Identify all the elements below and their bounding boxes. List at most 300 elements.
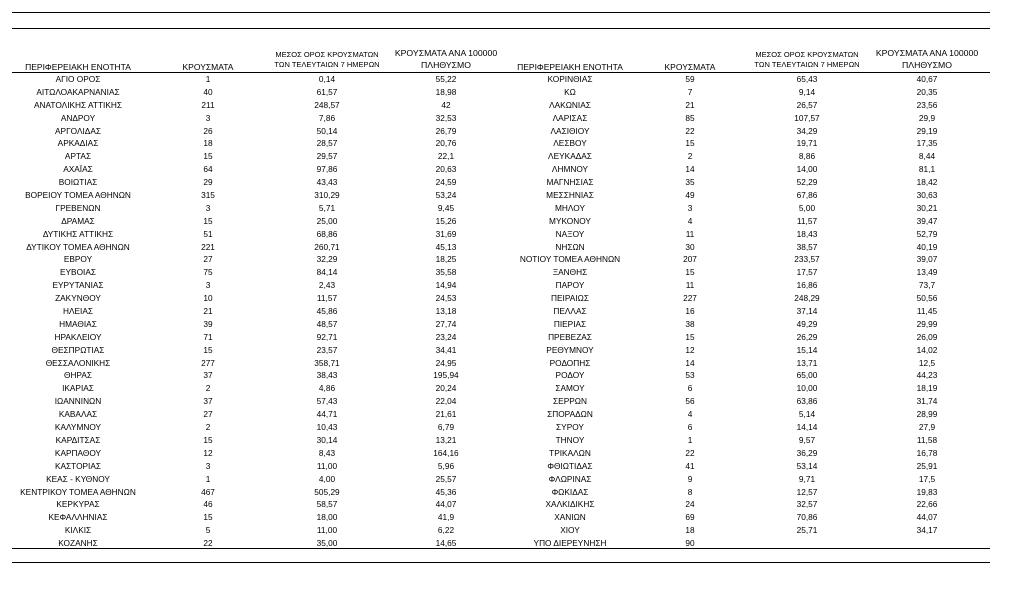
region-cell: ΑΝΑΤΟΛΙΚΗΣ ΑΤΤΙΚΗΣ (33, 99, 123, 110)
avg-cell: 25,00 (316, 215, 338, 226)
cases-cell: 1 (205, 74, 211, 84)
table-row (0, 253, 505, 266)
region-cell: ΚΑΒΑΛΑΣ (58, 409, 98, 420)
table-row (505, 253, 1000, 266)
table-row (0, 163, 505, 176)
avg-cell: 233,57 (794, 254, 820, 265)
region-cell: ΛΕΣΒΟΥ (553, 138, 587, 149)
table-row (0, 125, 505, 138)
table-row (505, 215, 1000, 228)
cases-cell: 26 (203, 125, 213, 136)
region-cell: ΝΗΣΩΝ (555, 241, 585, 252)
per100k-cell: 31,74 (916, 396, 938, 407)
cases-cell: 15 (203, 434, 213, 445)
cases-cell: 3 (205, 280, 211, 291)
cases-cell: 40 (203, 86, 213, 97)
header-per100k-line2: ΠΛΗΘΥΣΜΟ (421, 60, 471, 70)
per100k-cell: 17,5 (918, 473, 936, 484)
avg-cell: 19,71 (796, 138, 818, 149)
footer-rule (12, 562, 990, 563)
region-cell: ΜΕΣΣΗΝΙΑΣ (546, 190, 594, 201)
avg-cell: 43,43 (316, 177, 338, 188)
cases-cell: 15 (203, 344, 213, 355)
region-cell: ΛΗΜΝΟΥ (551, 164, 589, 175)
cases-cell: 16 (685, 306, 695, 317)
cases-cell: 11 (685, 228, 695, 239)
table-row (505, 137, 1000, 150)
region-cell: ΗΜΑΘΙΑΣ (59, 318, 97, 329)
region-cell: ΑΡΤΑΣ (64, 151, 92, 162)
per100k-cell: 40,19 (916, 241, 938, 252)
avg-cell: 29,57 (316, 151, 338, 162)
table-row (0, 279, 505, 292)
per100k-cell: 55,22 (435, 74, 457, 84)
cases-cell: 53 (685, 370, 695, 381)
avg-cell: 9,57 (798, 434, 816, 445)
table-row (0, 369, 505, 382)
cases-cell: 22 (203, 538, 213, 549)
table-row (505, 73, 1000, 86)
cases-cell: 277 (201, 357, 215, 368)
table-row (505, 408, 1000, 421)
region-cell: ΣΥΡΟΥ (556, 422, 584, 433)
cases-cell: 4 (687, 409, 693, 420)
per100k-cell: 13,18 (435, 306, 457, 317)
per100k-cell: 20,63 (435, 164, 457, 175)
region-cell: ΜΑΓΝΗΣΙΑΣ (546, 177, 594, 188)
avg-cell: 34,29 (796, 125, 818, 136)
cases-cell: 21 (685, 99, 695, 110)
avg-cell: 70,86 (796, 512, 818, 523)
header-per100k-line1: ΚΡΟΥΣΜΑΤΑ ΑΝΑ 100000 (394, 48, 498, 58)
cases-cell: 75 (203, 267, 213, 278)
per100k-cell: 20,24 (435, 383, 457, 394)
table-row (0, 228, 505, 241)
region-cell: ΚΑΛΥΜΝΟΥ (54, 422, 102, 433)
per100k-cell: 23,56 (916, 99, 938, 110)
region-cell: ΚΕΡΚΥΡΑΣ (56, 499, 100, 510)
table-row (0, 305, 505, 318)
per100k-cell: 6,79 (437, 422, 455, 433)
avg-cell: 10,00 (796, 383, 818, 394)
region-cell: ΗΡΑΚΛΕΙΟΥ (54, 331, 102, 342)
table-row (0, 524, 505, 537)
table-row (505, 447, 1000, 460)
table-row (505, 395, 1000, 408)
cases-cell: 5 (205, 525, 211, 536)
cases-cell: 315 (201, 190, 215, 201)
region-cell: ΝΟΤΙΟΥ ΤΟΜΕΑ ΑΘΗΝΩΝ (519, 254, 621, 265)
region-cell: ΓΡΕΒΕΝΩΝ (55, 202, 101, 213)
cases-cell: 467 (201, 486, 215, 497)
header-rule (12, 28, 990, 29)
table-row (0, 511, 505, 524)
table-row (0, 382, 505, 395)
avg-cell: 310,29 (314, 190, 340, 201)
table-row (505, 99, 1000, 112)
region-cell: ΚΑΡΠΑΘΟΥ (54, 447, 102, 458)
left-table (0, 73, 505, 550)
avg-cell: 8,86 (798, 151, 816, 162)
avg-cell: 38,57 (796, 241, 818, 252)
region-cell: ΒΟΡΕΙΟΥ ΤΟΜΕΑ ΑΘΗΝΩΝ (25, 190, 131, 201)
table-row (505, 292, 1000, 305)
cases-cell: 3 (205, 460, 211, 471)
header-avg-line2: ΤΩΝ ΤΕΛΕΥΤΑΙΩΝ 7 ΗΜΕΡΩΝ (274, 60, 380, 69)
per100k-cell: 24,95 (435, 357, 457, 368)
per100k-cell: 12,5 (918, 357, 936, 368)
per100k-cell: 52,79 (916, 228, 938, 239)
table-row (505, 498, 1000, 511)
per100k-cell: 26,09 (916, 331, 938, 342)
per100k-cell: 18,25 (435, 254, 457, 265)
avg-cell: 107,57 (794, 112, 820, 123)
header-cases-left: ΚΡΟΥΣΜΑΤΑ (182, 62, 234, 72)
header-region-left: ΠΕΡΙΦΕΡΕΙΑΚΗ ΕΝΟΤΗΤΑ (25, 62, 131, 72)
cases-cell: 15 (685, 267, 695, 278)
region-cell: ΚΟΡΙΝΘΙΑΣ (547, 74, 593, 84)
table-row (0, 202, 505, 215)
avg-cell: 12,57 (796, 486, 818, 497)
table-row (0, 331, 505, 344)
region-cell: ΝΑΞΟΥ (555, 228, 585, 239)
per100k-cell: 11,58 (916, 434, 938, 445)
per100k-cell: 26,79 (435, 125, 457, 136)
region-cell: ΘΕΣΠΡΩΤΙΑΣ (51, 344, 105, 355)
header-avg-line1: ΜΕΣΟΣ ΟΡΟΣ ΚΡΟΥΣΜΑΤΩΝ (755, 50, 859, 59)
table-row (0, 86, 505, 99)
table-row (0, 176, 505, 189)
cases-cell: 41 (685, 460, 695, 471)
cases-cell: 38 (685, 318, 695, 329)
cases-cell: 2 (687, 151, 693, 162)
cases-cell: 90 (685, 538, 695, 549)
cases-cell: 9 (687, 473, 693, 484)
avg-cell: 25,71 (796, 525, 818, 536)
table-row (505, 202, 1000, 215)
cases-cell: 15 (203, 512, 213, 523)
per100k-cell: 44,07 (435, 499, 457, 510)
per100k-cell: 32,53 (435, 112, 457, 123)
avg-cell: 45,86 (316, 306, 338, 317)
table-row (0, 318, 505, 331)
table-row (505, 331, 1000, 344)
per100k-cell: 18,19 (916, 383, 938, 394)
cases-cell: 3 (687, 202, 693, 213)
region-cell: ΚΟΖΑΝΗΣ (58, 538, 98, 549)
table-row (0, 150, 505, 163)
avg-cell: 14,14 (796, 422, 818, 433)
top-rule (12, 12, 990, 13)
table-row (505, 434, 1000, 447)
avg-cell: 4,86 (318, 383, 336, 394)
table-row (505, 486, 1000, 499)
avg-cell: 18,00 (316, 512, 338, 523)
cases-cell: 15 (685, 138, 695, 149)
table-row (505, 369, 1000, 382)
per100k-cell: 30,63 (916, 190, 938, 201)
per100k-cell: 20,76 (435, 138, 457, 149)
table-row (505, 86, 1000, 99)
per100k-cell: 45,36 (435, 486, 457, 497)
per100k-cell: 42 (441, 99, 451, 110)
table-row (0, 498, 505, 511)
table-row (0, 189, 505, 202)
table-row (505, 112, 1000, 125)
region-cell: ΦΘΙΩΤΙΔΑΣ (547, 460, 593, 471)
avg-cell: 358,71 (314, 357, 340, 368)
region-cell: ΘΗΡΑΣ (63, 370, 93, 381)
per100k-cell: 30,21 (916, 202, 938, 213)
avg-cell: 7,86 (318, 112, 336, 123)
cases-cell: 37 (203, 370, 213, 381)
per100k-cell: 45,13 (435, 241, 457, 252)
cases-cell: 46 (203, 499, 213, 510)
table-row (0, 266, 505, 279)
region-cell: ΔΡΑΜΑΣ (61, 215, 95, 226)
per100k-cell: 195,94 (433, 370, 459, 381)
region-cell: ΖΑΚΥΝΘΟΥ (55, 293, 101, 304)
table-row (0, 112, 505, 125)
avg-cell: 32,57 (796, 499, 818, 510)
avg-cell: 13,71 (796, 357, 818, 368)
avg-cell: 17,57 (796, 267, 818, 278)
cases-cell: 29 (203, 177, 213, 188)
cases-cell: 3 (205, 202, 211, 213)
region-cell: ΦΛΩΡΙΝΑΣ (548, 473, 592, 484)
per100k-cell: 164,16 (433, 447, 459, 458)
region-cell: ΠΕΙΡΑΙΩΣ (551, 293, 589, 304)
table-row (505, 421, 1000, 434)
table-row (0, 447, 505, 460)
avg-cell: 44,71 (316, 409, 338, 420)
per100k-cell: 8,44 (918, 151, 936, 162)
cases-cell: 1 (687, 434, 693, 445)
avg-cell: 58,57 (316, 499, 338, 510)
table-row (0, 408, 505, 421)
region-cell: ΜΥΚΟΝΟΥ (549, 215, 591, 226)
cases-cell: 24 (685, 499, 695, 510)
avg-cell: 11,57 (796, 215, 818, 226)
avg-cell: 30,14 (316, 434, 338, 445)
table-row (0, 460, 505, 473)
table-row (505, 524, 1000, 537)
cases-cell: 2 (205, 422, 211, 433)
per100k-cell: 41,9 (437, 512, 455, 523)
cases-cell: 227 (683, 293, 697, 304)
cases-cell: 37 (203, 396, 213, 407)
region-cell: ΔΥΤΙΚΗΣ ΑΤΤΙΚΗΣ (42, 228, 114, 239)
table-row (505, 163, 1000, 176)
region-cell: ΑΧΑΪΑΣ (63, 164, 93, 175)
per100k-cell: 28,99 (916, 409, 938, 420)
avg-cell: 26,29 (796, 331, 818, 342)
per100k-cell: 50,56 (916, 293, 938, 304)
cases-cell: 15 (685, 331, 695, 342)
per100k-cell: 17,35 (916, 138, 938, 149)
region-cell: ΚΕΦΑΛΛΗΝΙΑΣ (48, 512, 108, 523)
avg-cell: 11,00 (316, 525, 338, 536)
avg-cell: 9,71 (798, 473, 816, 484)
per100k-cell: 39,07 (916, 254, 938, 265)
per100k-cell: 20,35 (916, 86, 938, 97)
per100k-cell: 19,83 (916, 486, 938, 497)
avg-cell: 9,14 (798, 86, 816, 97)
per100k-cell: 13,49 (916, 267, 938, 278)
header-per100k-left (388, 47, 504, 71)
cases-cell: 4 (687, 215, 693, 226)
avg-cell: 49,29 (796, 318, 818, 329)
region-cell: ΛΑΡΙΣΑΣ (552, 112, 588, 123)
cases-cell: 59 (685, 74, 695, 84)
avg-cell: 26,57 (796, 99, 818, 110)
cases-cell: 6 (687, 383, 693, 394)
region-cell: ΡΕΘΥΜΝΟΥ (546, 344, 594, 355)
avg-cell: 14,00 (796, 164, 818, 175)
region-cell: ΚΙΛΚΙΣ (64, 525, 92, 536)
cases-cell: 56 (685, 396, 695, 407)
avg-cell: 23,57 (316, 344, 338, 355)
avg-cell: 11,57 (316, 293, 338, 304)
table-row (0, 357, 505, 370)
avg-cell: 4,00 (318, 473, 336, 484)
per100k-cell: 27,74 (435, 318, 457, 329)
table-row (505, 318, 1000, 331)
region-cell: ΤΗΝΟΥ (555, 434, 585, 445)
per100k-cell: 11,45 (916, 306, 938, 317)
per100k-cell: 13,21 (435, 434, 457, 445)
per100k-cell: 44,23 (916, 370, 938, 381)
region-cell: ΜΗΛΟΥ (555, 202, 585, 213)
per100k-cell: 39,47 (916, 215, 938, 226)
avg-cell: 67,86 (796, 190, 818, 201)
avg-cell: 8,43 (318, 447, 336, 458)
region-cell: ΠΡΕΒΕΖΑΣ (548, 331, 592, 342)
per100k-cell: 9,45 (437, 202, 455, 213)
region-cell: ΧΑΛΚΙΔΙΚΗΣ (545, 499, 595, 510)
table-row (0, 473, 505, 486)
region-cell: ΚΩ (564, 86, 576, 97)
avg-cell: 35,00 (316, 538, 338, 549)
per100k-cell: 31,69 (435, 228, 457, 239)
cases-cell: 39 (203, 318, 213, 329)
cases-cell: 15 (203, 215, 213, 226)
table-row (505, 150, 1000, 163)
table-row (505, 266, 1000, 279)
table-row (0, 137, 505, 150)
avg-cell: 97,86 (316, 164, 338, 175)
avg-cell: 15,14 (796, 344, 818, 355)
per100k-cell: 24,53 (435, 293, 457, 304)
table-row (0, 73, 505, 86)
region-cell: ΧΑΝΙΩΝ (554, 512, 586, 523)
table-bottom-rule (12, 548, 990, 549)
region-cell: ΕΒΡΟΥ (63, 254, 93, 265)
cases-cell: 10 (203, 293, 213, 304)
region-cell: ΧΙΟΥ (560, 525, 580, 536)
table-row (505, 228, 1000, 241)
cases-cell: 7 (687, 86, 693, 97)
cases-cell: 30 (685, 241, 695, 252)
avg-cell: 28,57 (316, 138, 338, 149)
table-row (0, 486, 505, 499)
avg-cell: 5,14 (798, 409, 816, 420)
region-cell: ΣΠΟΡΑΔΩΝ (547, 409, 593, 420)
header-avg-line1: ΜΕΣΟΣ ΟΡΟΣ ΚΡΟΥΣΜΑΤΩΝ (275, 50, 379, 59)
region-cell: ΑΓΙΟ ΟΡΟΣ (55, 74, 101, 84)
per100k-cell: 22,66 (916, 499, 938, 510)
cases-cell: 207 (683, 254, 697, 265)
cases-cell: 3 (205, 112, 211, 123)
region-cell: ΕΥΒΟΙΑΣ (59, 267, 97, 278)
avg-cell: 32,29 (316, 254, 338, 265)
cases-cell: 71 (203, 331, 213, 342)
per100k-cell: 14,94 (435, 280, 457, 291)
cases-cell: 1 (205, 473, 211, 484)
avg-cell: 2,43 (318, 280, 336, 291)
region-cell: ΑΡΚΑΔΙΑΣ (57, 138, 99, 149)
cases-cell: 22 (685, 125, 695, 136)
region-cell: ΡΟΔΟΠΗΣ (549, 357, 591, 368)
region-cell: ΠΙΕΡΙΑΣ (553, 318, 587, 329)
region-cell: ΘΕΣΣΑΛΟΝΙΚΗΣ (45, 357, 111, 368)
per100k-cell: 24,59 (435, 177, 457, 188)
region-cell: ΙΩΑΝΝΙΝΩΝ (54, 396, 102, 407)
cases-cell: 6 (687, 422, 693, 433)
avg-cell: 5,71 (318, 202, 336, 213)
region-cell: ΑΙΤΩΛΟΑΚΑΡΝΑΝΙΑΣ (36, 86, 120, 97)
avg-cell: 63,86 (796, 396, 818, 407)
per100k-cell: 81,1 (918, 164, 936, 175)
table-row (505, 125, 1000, 138)
region-cell: ΒΟΙΩΤΙΑΣ (58, 177, 98, 188)
region-cell: ΡΟΔΟΥ (555, 370, 585, 381)
table-row (505, 344, 1000, 357)
cases-cell: 14 (685, 164, 695, 175)
per100k-cell: 44,07 (916, 512, 938, 523)
cases-cell: 15 (203, 151, 213, 162)
cases-cell: 27 (203, 409, 213, 420)
region-cell: ΥΠΟ ΔΙΕΡΕΥΝΗΣΗ (533, 538, 607, 549)
region-cell: ΕΥΡΥΤΑΝΙΑΣ (52, 280, 104, 291)
cases-cell: 8 (687, 486, 693, 497)
header-per100k-line2: ΠΛΗΘΥΣΜΟ (902, 60, 952, 70)
table-row (505, 241, 1000, 254)
cases-cell: 64 (203, 164, 213, 175)
per100k-cell: 73,7 (918, 280, 936, 291)
per100k-cell: 23,24 (435, 331, 457, 342)
per100k-cell: 27,9 (918, 422, 936, 433)
region-cell: ΙΚΑΡΙΑΣ (62, 383, 94, 394)
per100k-cell: 22,04 (435, 396, 457, 407)
avg-cell: 0,14 (318, 74, 336, 84)
per100k-cell: 16,78 (916, 447, 938, 458)
per100k-cell: 18,98 (435, 86, 457, 97)
region-cell: ΚΕΑΣ - ΚΥΘΝΟΥ (46, 473, 110, 484)
table-row (0, 292, 505, 305)
avg-cell: 16,86 (796, 280, 818, 291)
region-cell: ΛΑΚΩΝΙΑΣ (549, 99, 591, 110)
per100k-cell: 25,57 (435, 473, 457, 484)
region-cell: ΛΑΣΙΘΙΟΥ (550, 125, 590, 136)
cases-cell: 35 (685, 177, 695, 188)
cases-cell: 11 (685, 280, 695, 291)
region-cell: ΣΑΜΟΥ (555, 383, 585, 394)
per100k-cell: 35,58 (435, 267, 457, 278)
per100k-cell: 25,91 (916, 460, 938, 471)
cases-cell: 14 (685, 357, 695, 368)
header-per100k-line1: ΚΡΟΥΣΜΑΤΑ ΑΝΑ 100000 (875, 48, 979, 58)
